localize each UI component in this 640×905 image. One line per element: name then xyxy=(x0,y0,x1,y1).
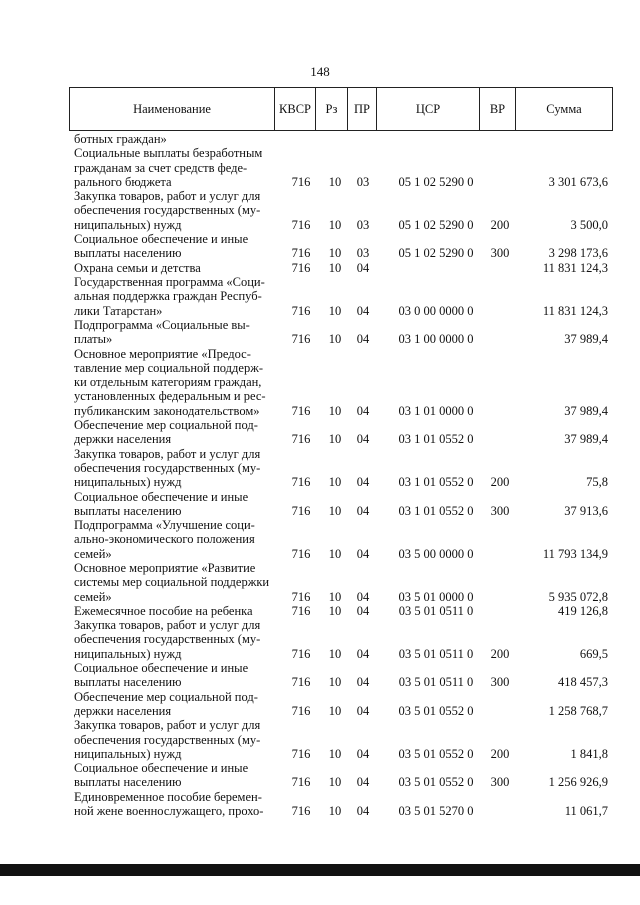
row-rz: 10 xyxy=(328,804,342,819)
row-sum: 3 298 173,6 xyxy=(548,246,608,261)
row-name-line: Основное мероприятие «Развитие xyxy=(74,561,256,575)
row-name-line: обеспечения государственных (му- xyxy=(74,732,261,747)
row-name-line: Ежемесячное пособие на ребенка xyxy=(74,603,253,618)
table-row xyxy=(0,318,640,347)
row-csr: 03 5 01 0000 0 xyxy=(398,589,474,604)
row-name-line: выплаты населению xyxy=(74,775,182,790)
row-rz: 10 xyxy=(328,475,342,490)
row-pr: 04 xyxy=(356,432,370,447)
row-vr: 200 xyxy=(490,475,510,490)
row-rz: 10 xyxy=(328,503,342,518)
row-vr: 300 xyxy=(490,775,510,790)
row-name xyxy=(74,318,270,347)
row-rz: 10 xyxy=(328,646,342,661)
row-csr: 03 5 01 0552 0 xyxy=(398,746,474,761)
row-name-line: Закупка товаров, работ и услуг для xyxy=(74,189,261,204)
row-csr: 03 5 01 0511 0 xyxy=(398,603,474,618)
row-name-line: Подпрограмма «Улучшение соци- xyxy=(74,518,255,533)
row-pr: 03 xyxy=(356,217,370,232)
row-rz: 10 xyxy=(328,603,342,618)
row-rz: 10 xyxy=(328,260,342,275)
row-name-line: выплаты населению xyxy=(74,246,182,261)
row-name xyxy=(74,518,270,561)
row-csr: 05 1 02 5290 0 xyxy=(398,246,474,261)
row-name xyxy=(74,447,270,490)
row-name xyxy=(74,561,270,604)
row-pr: 03 xyxy=(356,174,370,189)
row-name-line: Социальное обеспечение и иные xyxy=(74,232,249,247)
table-header xyxy=(69,87,613,131)
row-kvsr: 716 xyxy=(291,217,311,232)
row-name-line: Обеспечение мер социальной под- xyxy=(74,689,258,704)
row-vr: 300 xyxy=(490,503,510,518)
header-kvsr: КВСР xyxy=(275,88,316,130)
row-name xyxy=(74,604,270,618)
row-pr: 04 xyxy=(356,303,370,318)
row-name-line: лики Татарстан» xyxy=(74,303,163,318)
row-name-line: Социальное обеспечение и иные xyxy=(74,661,249,676)
table-row xyxy=(0,447,640,490)
row-sum: 1 258 768,7 xyxy=(548,703,608,718)
row-name-line: Социальное обеспечение и иные xyxy=(74,761,249,776)
row-pr: 04 xyxy=(356,775,370,790)
row-name xyxy=(74,490,270,519)
row-sum: 419 126,8 xyxy=(558,603,608,618)
row-kvsr: 716 xyxy=(291,260,311,275)
row-name-line: альная поддержка граждан Респуб- xyxy=(74,289,262,304)
row-name-line: Закупка товаров, работ и услуг для xyxy=(74,618,261,633)
row-sum: 5 935 072,8 xyxy=(548,589,608,604)
row-name-line: выплаты населению xyxy=(74,675,182,690)
row-name-line: обеспечения государственных (му- xyxy=(74,203,261,218)
row-sum: 37 913,6 xyxy=(564,503,608,518)
row-rz: 10 xyxy=(328,303,342,318)
row-sum: 669,5 xyxy=(579,646,608,661)
page-number: 148 xyxy=(310,64,330,79)
row-kvsr: 716 xyxy=(291,546,311,561)
table-row xyxy=(0,618,640,661)
row-kvsr: 716 xyxy=(291,703,311,718)
row-sum: 3 500,0 xyxy=(570,217,608,232)
row-rz: 10 xyxy=(328,775,342,790)
table-row xyxy=(0,418,640,447)
row-pr: 04 xyxy=(356,546,370,561)
row-name-line: гражданам за счет средств феде- xyxy=(74,160,248,175)
row-sum: 11 831 124,3 xyxy=(542,260,608,275)
row-pr: 04 xyxy=(356,332,370,347)
row-sum: 37 989,4 xyxy=(564,403,608,418)
row-name-line: ниципальных) нужд xyxy=(74,746,182,761)
table-row xyxy=(0,232,640,261)
row-name-line: ки отдельным категориям граждан, xyxy=(74,375,262,390)
row-csr: 03 1 01 0000 0 xyxy=(398,403,474,418)
row-name-line: Подпрограмма «Социальные вы- xyxy=(74,317,250,332)
row-rz: 10 xyxy=(328,675,342,690)
table-row xyxy=(0,132,640,146)
row-name xyxy=(74,146,270,189)
row-vr: 200 xyxy=(490,217,510,232)
row-name-line: семей» xyxy=(74,589,112,604)
row-sum: 37 989,4 xyxy=(564,332,608,347)
row-pr: 04 xyxy=(356,603,370,618)
row-name-line: платы» xyxy=(74,332,113,347)
table-row xyxy=(0,761,640,790)
scan-edge xyxy=(0,864,640,876)
row-rz: 10 xyxy=(328,746,342,761)
table-row xyxy=(0,690,640,719)
row-name xyxy=(74,790,270,819)
row-kvsr: 716 xyxy=(291,303,311,318)
row-csr: 03 1 00 0000 0 xyxy=(398,332,474,347)
table-row xyxy=(0,518,640,561)
row-sum: 1 256 926,9 xyxy=(548,775,608,790)
row-rz: 10 xyxy=(328,174,342,189)
row-name-line: Социальное обеспечение и иные xyxy=(74,489,249,504)
table-row xyxy=(0,261,640,275)
row-name xyxy=(74,690,270,719)
table-row xyxy=(0,490,640,519)
header-csr: ЦСР xyxy=(377,88,480,130)
row-name xyxy=(74,232,270,261)
row-name-line: установленных федеральным и рес- xyxy=(74,389,266,404)
row-csr: 05 1 02 5290 0 xyxy=(398,217,474,232)
row-sum: 3 301 673,6 xyxy=(548,174,608,189)
row-name xyxy=(74,132,270,146)
row-pr: 04 xyxy=(356,703,370,718)
row-sum: 418 457,3 xyxy=(558,675,608,690)
row-rz: 10 xyxy=(328,546,342,561)
row-name-line: Обеспечение мер социальной под- xyxy=(74,418,258,432)
row-kvsr: 716 xyxy=(291,603,311,618)
row-name-line: держки населения xyxy=(74,703,172,718)
table-row xyxy=(0,790,640,819)
row-name-line: системы мер социальной поддержки xyxy=(74,575,270,590)
row-kvsr: 716 xyxy=(291,775,311,790)
row-name-line: Единовременное пособие беремен- xyxy=(74,789,262,804)
row-sum: 75,8 xyxy=(586,475,608,490)
header-vr: ВР xyxy=(480,88,516,130)
row-name-line: ниципальных) нужд xyxy=(74,217,182,232)
row-rz: 10 xyxy=(328,217,342,232)
row-rz: 10 xyxy=(328,589,342,604)
row-name-line: Основное мероприятие «Предос- xyxy=(74,346,251,361)
row-name-line: выплаты населению xyxy=(74,503,182,518)
table-row xyxy=(0,661,640,690)
row-kvsr: 716 xyxy=(291,503,311,518)
row-name-line: ниципальных) нужд xyxy=(74,475,182,490)
row-name-line: Социальные выплаты безработным xyxy=(74,146,263,161)
row-csr: 03 5 01 0552 0 xyxy=(398,775,474,790)
row-csr: 03 5 00 0000 0 xyxy=(398,546,474,561)
row-pr: 04 xyxy=(356,804,370,819)
row-name xyxy=(74,661,270,690)
table-row xyxy=(0,189,640,232)
row-csr: 03 0 00 0000 0 xyxy=(398,303,474,318)
row-name-line: Закупка товаров, работ и услуг для xyxy=(74,718,261,733)
row-rz: 10 xyxy=(328,703,342,718)
row-kvsr: 716 xyxy=(291,675,311,690)
row-kvsr: 716 xyxy=(291,589,311,604)
row-pr: 04 xyxy=(356,503,370,518)
row-csr: 03 5 01 5270 0 xyxy=(398,804,474,819)
row-kvsr: 716 xyxy=(291,646,311,661)
table-row xyxy=(0,275,640,318)
row-pr: 04 xyxy=(356,403,370,418)
row-kvsr: 716 xyxy=(291,246,311,261)
row-kvsr: 716 xyxy=(291,475,311,490)
header-pr: ПР xyxy=(348,88,377,130)
header-rz: Рз xyxy=(316,88,348,130)
row-sum: 11 793 134,9 xyxy=(542,546,608,561)
row-name xyxy=(74,418,270,447)
row-csr: 03 1 01 0552 0 xyxy=(398,475,474,490)
header-name: Наименование xyxy=(70,88,275,130)
header-sum: Сумма xyxy=(546,102,582,116)
row-name xyxy=(74,718,270,761)
row-name-line: публиканским законодательством» xyxy=(74,403,260,418)
row-rz: 10 xyxy=(328,403,342,418)
row-name xyxy=(74,189,270,232)
row-name xyxy=(74,347,270,418)
row-name-line: рального бюджета xyxy=(74,174,172,189)
row-name xyxy=(74,275,270,318)
row-vr: 200 xyxy=(490,646,510,661)
row-vr: 300 xyxy=(490,675,510,690)
table-row xyxy=(0,604,640,618)
row-kvsr: 716 xyxy=(291,332,311,347)
table-row xyxy=(0,347,640,419)
row-name xyxy=(74,761,270,790)
row-kvsr: 716 xyxy=(291,403,311,418)
row-csr: 03 1 01 0552 0 xyxy=(398,432,474,447)
row-sum: 11 831 124,3 xyxy=(542,303,608,318)
row-pr: 04 xyxy=(356,646,370,661)
row-csr: 03 5 01 0511 0 xyxy=(398,675,474,690)
row-pr: 04 xyxy=(356,675,370,690)
row-name xyxy=(74,618,270,661)
row-pr: 04 xyxy=(356,746,370,761)
row-rz: 10 xyxy=(328,332,342,347)
row-name-line: Закупка товаров, работ и услуг для xyxy=(74,446,261,461)
row-vr: 300 xyxy=(490,246,510,261)
row-name-line: ниципальных) нужд xyxy=(74,646,182,661)
row-name-line: ботных граждан» xyxy=(74,132,167,146)
row-name-line: обеспечения государственных (му- xyxy=(74,460,261,475)
row-name-line: семей» xyxy=(74,546,112,561)
table-row xyxy=(0,146,640,189)
row-kvsr: 716 xyxy=(291,174,311,189)
row-kvsr: 716 xyxy=(291,432,311,447)
row-name-line: ной жене военнослужащего, прохо- xyxy=(74,804,264,819)
row-pr: 04 xyxy=(356,260,370,275)
row-csr: 03 5 01 0552 0 xyxy=(398,703,474,718)
row-name-line: обеспечения государственных (му- xyxy=(74,632,261,647)
row-pr: 03 xyxy=(356,246,370,261)
row-name-line: ально-экономического положения xyxy=(74,532,255,547)
row-sum: 37 989,4 xyxy=(564,432,608,447)
row-rz: 10 xyxy=(328,432,342,447)
row-name xyxy=(74,261,270,275)
row-csr: 03 5 01 0511 0 xyxy=(398,646,474,661)
row-csr: 03 1 01 0552 0 xyxy=(398,503,474,518)
row-sum: 1 841,8 xyxy=(570,746,608,761)
row-pr: 04 xyxy=(356,589,370,604)
row-name-line: держки населения xyxy=(74,432,172,447)
row-kvsr: 716 xyxy=(291,746,311,761)
row-kvsr: 716 xyxy=(291,804,311,819)
row-sum: 11 061,7 xyxy=(564,804,608,819)
row-pr: 04 xyxy=(356,475,370,490)
row-rz: 10 xyxy=(328,246,342,261)
row-name-line: Охрана семьи и детства xyxy=(74,260,201,275)
table-row xyxy=(0,561,640,604)
row-name-line: Государственная программа «Соци- xyxy=(74,275,265,289)
table-row xyxy=(0,718,640,761)
row-name-line: тавление мер социальной поддерж- xyxy=(74,360,263,375)
row-vr: 200 xyxy=(490,746,510,761)
row-csr: 05 1 02 5290 0 xyxy=(398,174,474,189)
